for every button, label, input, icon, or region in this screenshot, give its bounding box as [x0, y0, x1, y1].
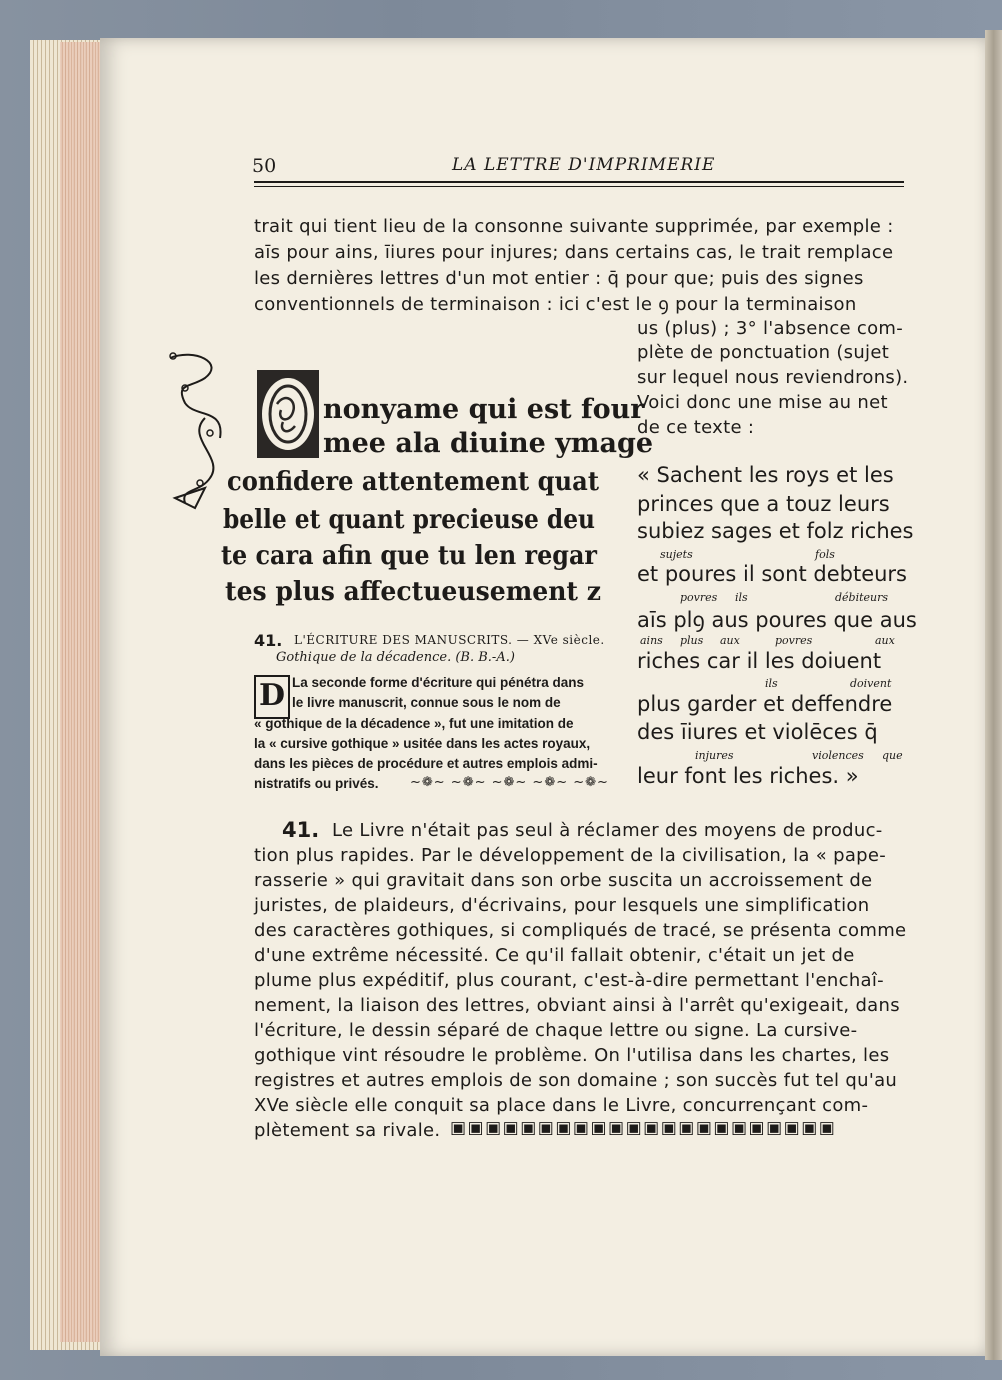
gloss: injures [695, 749, 734, 762]
section-line: l'écriture, le dessin séparé de chaque lettre ou signe. La cursive- [254, 1020, 858, 1041]
gloss: aux [720, 634, 740, 647]
gloss: doivent [850, 677, 892, 690]
end-ornament: ▣▣▣▣▣▣▣▣▣▣▣▣▣▣▣▣▣▣▣▣▣▣ [450, 1118, 837, 1138]
gloss: que [882, 749, 903, 762]
body-line: sur lequel nous reviendrons). [637, 367, 909, 388]
drop-cap: D [254, 675, 290, 719]
section-line: nement, la liaison des lettres, obviant ainsi à l'arrêt qu'exigeait, dans [254, 995, 900, 1016]
page-edges-colored [60, 42, 100, 1342]
page-number: 50 [252, 155, 277, 177]
section-line: registres et autres emplois de son domaine ; son succès fut tel qu'au [254, 1070, 898, 1091]
transcription-line: princes que a touz leurs [637, 492, 890, 516]
manuscript-line: nonyame qui est four [323, 394, 645, 425]
header-rule-thin [254, 186, 904, 187]
gloss: fols [815, 548, 835, 561]
transcription-line: « Sachent les roys et les [637, 463, 894, 487]
manuscript-illustration [165, 348, 654, 610]
manuscript-line: mee ala diuine ymage [323, 428, 654, 459]
section-line: XVe siècle elle conquit sa place dans le Livre, concurrençant com- [254, 1095, 869, 1116]
note-line: « gothique de la décadence », fut une imitation de [254, 716, 574, 731]
manuscript-line: belle et quant precieuse deu [223, 505, 596, 535]
body-line: Voici donc une mise au net [637, 392, 888, 413]
section-line: Le Livre n'était pas seul à réclamer des moyens de produc- [332, 820, 883, 841]
note-ornament: ~❁~ ~❁~ ~❁~ ~❁~ ~❁~ [410, 775, 609, 790]
gloss: povres [680, 591, 718, 604]
caption-subtitle: Gothique de la décadence. (B. B.-A.) [276, 650, 515, 665]
gloss: débiteurs [835, 591, 889, 604]
gloss: violences [812, 749, 864, 762]
manuscript-line: confidere attentement quat [227, 467, 599, 497]
flourish [170, 355, 221, 438]
body-line: les dernières lettres d'un mot entier : q̄ pour que; puis des signes [254, 268, 864, 289]
gloss: ils [735, 591, 748, 604]
section-line: des caractères gothiques, si compliqués de tracé, se présenta comme [254, 920, 907, 941]
gloss: plus [680, 634, 704, 647]
body-line: de ce texte : [637, 417, 755, 438]
body-line: plète de ponctuation (sujet [637, 342, 890, 363]
gloss: sujets [660, 548, 693, 561]
caption-title: L'ÉCRITURE DES MANUSCRITS. — XVe siècle. [294, 633, 605, 647]
section-line: tion plus rapides. Par le développement de la civilisation, la « pape- [254, 845, 887, 866]
section-line: juristes, de plaideurs, d'écrivains, pour lesquels une simplification [254, 895, 870, 916]
facing-page-edge [985, 30, 1002, 1360]
body-line: aīs pour ains, īiures pour injures; dans certains cas, le trait remplace [254, 242, 894, 263]
transcription-line: plus garder et deffendre [637, 692, 893, 716]
section-line: gothique vint résoudre le problème. On l'utilisa dans les chartes, les [254, 1045, 890, 1066]
gloss: ils [765, 677, 778, 690]
transcription-line: des īiures et violēces q̄ [637, 720, 878, 744]
section-line: d'une extrême nécessité. Ce qu'il fallait obtenir, c'était un jet de [254, 945, 855, 966]
gloss: povres [775, 634, 813, 647]
gloss: ains [640, 634, 663, 647]
note-line: La seconde forme d'écriture qui pénétra dans [292, 675, 585, 690]
note-line: la « cursive gothique » usitée dans les actes royaux, [254, 736, 591, 751]
transcription-line: riches car il les doiuent [637, 649, 882, 673]
caption-number: 41. [254, 631, 283, 650]
transcription-line: subiez sages et folz riches [637, 519, 914, 543]
body-line: conventionnels de terminaison : ici c'est le ꝯ pour la terminaison [254, 294, 857, 315]
body-line: us (plus) ; 3° l'absence com- [637, 318, 904, 339]
running-title: LA LETTRE D'IMPRIMERIE [452, 155, 716, 175]
note-line: le livre manuscrit, connue sous le nom de [292, 695, 561, 710]
note-line: nistratifs ou privés. [254, 776, 379, 791]
manuscript-line: te cara afin que tu len regar [221, 541, 598, 571]
section-line: rasserie » qui gravitait dans son orbe suscita un accroissement de [254, 870, 873, 891]
transcription-line: aīs plꝯ aus poures que aus [637, 608, 917, 632]
body-line: trait qui tient lieu de la consonne suivante supprimée, par exemple : [254, 216, 894, 237]
section-line: plume plus expéditif, plus courant, c'est-à-dire permettant l'enchaî- [254, 970, 884, 991]
header-rule [254, 181, 904, 183]
section-number: 41. [282, 818, 320, 842]
transcription-line: leur font les riches. » [637, 764, 859, 788]
section-line: plètement sa rivale. [254, 1120, 441, 1141]
gloss: aux [875, 634, 895, 647]
note-line: dans les pièces de procédure et autres emplois admi- [254, 756, 598, 771]
transcription-line: et poures il sont debteurs [637, 562, 907, 586]
manuscript-line: tes plus affectueusement z [225, 577, 601, 607]
